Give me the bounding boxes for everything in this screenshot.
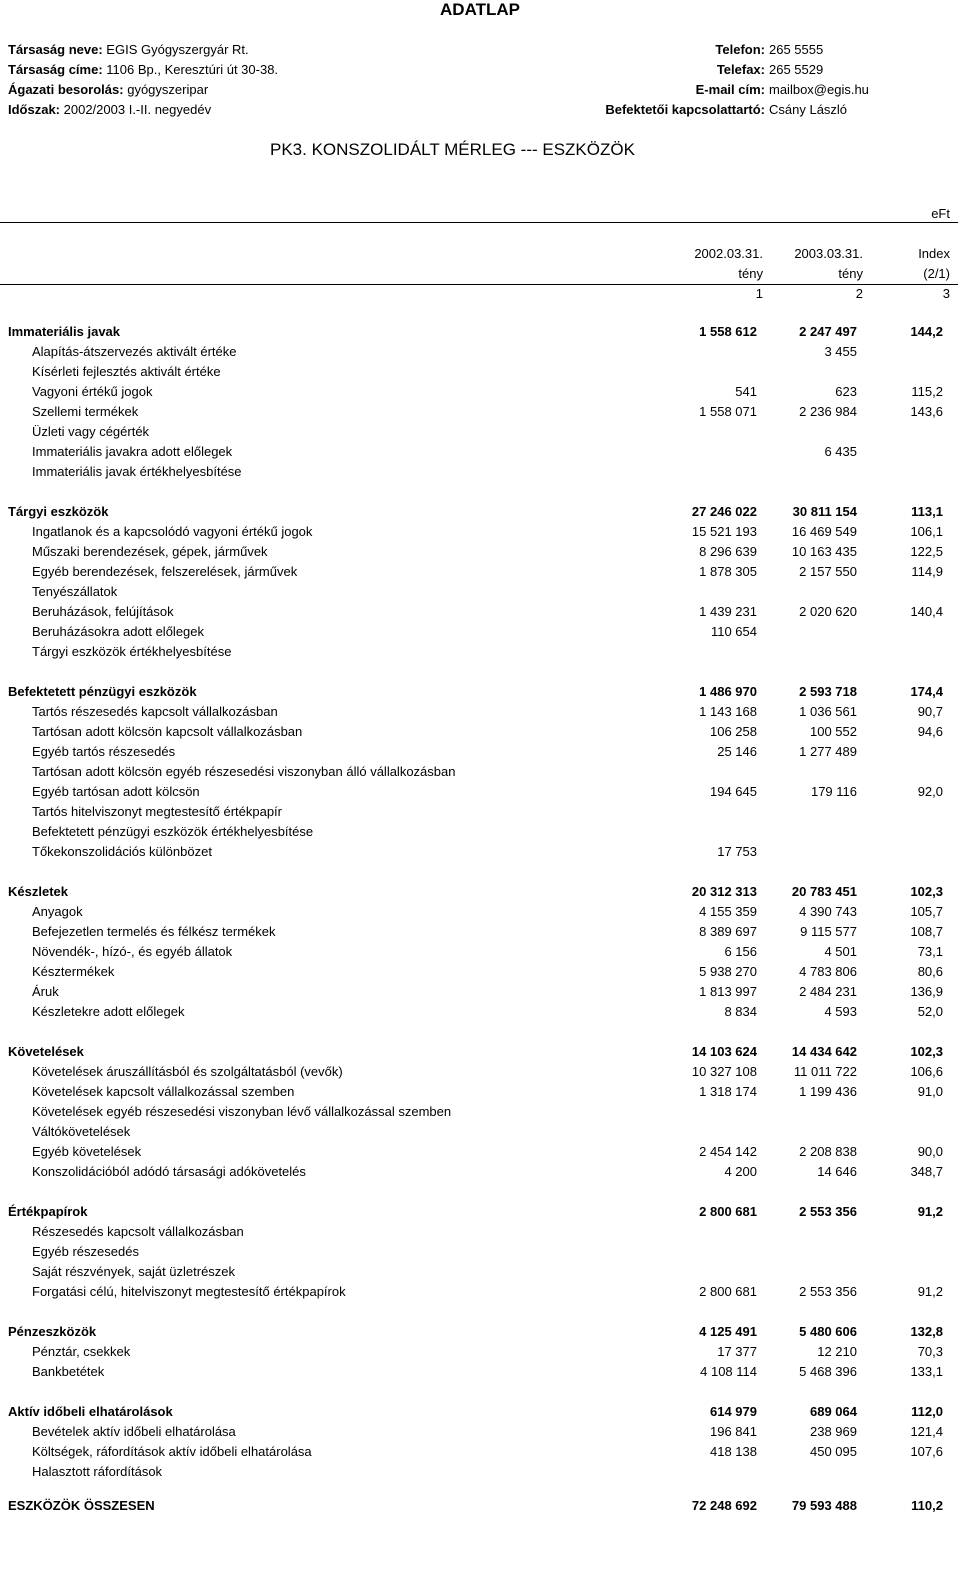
section-row [0,1322,958,1342]
value-2003: 11 011 722 [793,1064,857,1079]
value-2003: 5 480 606 [799,1324,857,1339]
item-row [0,1082,958,1102]
col1-number: 1 [755,286,763,301]
fax-line [560,60,869,80]
index-value: 94,6 [917,724,943,739]
col2-number: 2 [855,286,863,301]
index-value: 143,6 [910,404,943,419]
item-row [0,382,958,402]
value-2002: 4 200 [724,1164,757,1179]
index-value: 106,1 [910,524,943,539]
company-name-line [8,40,278,60]
company-info [8,40,278,120]
index-value: 107,6 [910,1444,943,1459]
index-value: 106,6 [910,1064,943,1079]
row-label: Műszaki berendezések, gépek, járművek [32,544,268,559]
item-row [0,782,958,802]
value-2003: 1 199 436 [799,1084,857,1099]
section-row [0,1202,958,1222]
row-label: Alapítás-átszervezés aktivált értéke [32,344,237,359]
value-2003: 689 064 [810,1404,857,1419]
value-2002: 196 841 [710,1424,757,1439]
value-2003: 179 116 [810,784,857,799]
value-2002: 110 654 [710,624,757,639]
index-value: 136,9 [910,984,943,999]
value-2002: 6 156 [724,944,757,959]
index-value: 73,1 [917,944,943,959]
value-2002: 27 246 022 [691,504,757,519]
item-row [0,742,958,762]
value-2002: 194 645 [710,784,757,799]
value-2003: 2 593 718 [799,684,857,699]
value-2003: 16 469 549 [791,524,857,539]
value-2002: 2 800 681 [699,1204,757,1219]
item-row [0,582,958,602]
row-label: Tartós hitelviszonyt megtestesítő értékpapír [32,804,283,819]
index-value: 90,0 [917,1144,943,1159]
item-row [0,1222,958,1242]
column-numbers-row [0,284,958,304]
section-row [0,502,958,522]
row-label: Tenyészállatok [32,584,118,599]
fax-label: Telefax: [716,62,765,77]
company-sector: gyógyszeripar [127,82,209,97]
value-2002: 106 258 [710,724,757,739]
value-2003: 3 455 [824,344,857,359]
value-2002: 1 878 305 [699,564,757,579]
item-row [0,1102,958,1122]
row-label: Növendék-, hízó-, és egyéb állatok [32,944,233,959]
value-2002: 8 389 697 [699,924,757,939]
item-row [0,1422,958,1442]
period-line [8,100,278,120]
item-row [0,1462,958,1482]
email-line [560,80,869,100]
value-2003: 20 783 451 [791,884,857,899]
section-row [0,1402,958,1422]
value-2003: 5 468 396 [799,1364,857,1379]
index-value: 105,7 [910,904,943,919]
value-2003: 30 811 154 [792,504,857,519]
index-value: 102,3 [910,884,943,899]
phone-label: Telefon: [715,42,765,57]
row-label: Bankbetétek [32,1364,105,1379]
row-label: Szellemi termékek [32,404,139,419]
column-dates-row [0,244,958,264]
row-label: Forgatási célú, hitelviszonyt megtestesítő értékpapírok [32,1284,346,1299]
row-label: Váltókövetelések [32,1124,131,1139]
divider-top [0,222,958,223]
email-value: mailbox@egis.hu [769,82,869,97]
company-address-label: Társaság címe: [8,62,103,77]
value-2003: 100 552 [810,724,857,739]
period-label: Időszak: [8,102,61,117]
phone-value: 265 5555 [769,42,824,57]
value-2003: 6 435 [824,444,857,459]
item-row [0,542,958,562]
row-label: Késztermékek [32,964,115,979]
row-label: Befektetett pénzügyi eszközök értékhelyesbítése [32,824,314,839]
item-row [0,922,958,942]
value-2002: 1 486 970 [699,684,757,699]
item-row [0,1122,958,1142]
item-row [0,982,958,1002]
row-label: Egyéb részesedés [32,1244,139,1259]
item-row [0,902,958,922]
value-2002: 4 155 359 [699,904,757,919]
value-2002: 15 521 193 [691,524,757,539]
balance-table [0,322,958,1502]
item-row [0,622,958,642]
total-value-2002: 72 248 692 [691,1498,757,1513]
row-label: Pénzeszközök [8,1324,97,1339]
index-value: 92,0 [917,784,943,799]
value-2003: 4 390 743 [799,904,857,919]
value-2002: 14 103 624 [691,1044,757,1059]
item-row [0,802,958,822]
col1-type: tény [738,266,763,281]
section-spacer [0,862,958,882]
index-value: 115,2 [911,384,943,399]
item-row [0,462,958,482]
section-spacer [0,1182,958,1202]
index-value: 348,7 [910,1164,943,1179]
row-label: Áruk [32,984,59,999]
item-row [0,602,958,622]
value-2002: 1 813 997 [699,984,757,999]
index-value: 113,1 [911,504,943,519]
item-row [0,522,958,542]
row-label: Vagyoni értékű jogok [32,384,153,399]
item-row [0,1062,958,1082]
company-sector-line [8,80,278,100]
row-label: Értékpapírok [8,1204,88,1219]
item-row [0,422,958,442]
fax-value: 265 5529 [769,62,824,77]
value-2003: 2 157 550 [799,564,857,579]
index-value: 91,2 [917,1284,943,1299]
col3-type: (2/1) [923,266,950,281]
section-spacer [0,1382,958,1402]
row-label: Beruházásokra adott előlegek [32,624,205,639]
item-row [0,1002,958,1022]
value-2002: 2 454 142 [699,1144,757,1159]
value-2003: 2 553 356 [799,1284,857,1299]
item-row [0,342,958,362]
index-value: 70,3 [917,1344,943,1359]
row-label: Tartós részesedés kapcsolt vállalkozásban [32,704,278,719]
item-row [0,962,958,982]
row-label: Követelések áruszállításból és szolgáltatásból (vevők) [32,1064,343,1079]
value-2002: 1 558 612 [699,324,757,339]
row-label: Egyéb tartós részesedés [32,744,176,759]
row-label: Követelések kapcsolt vállalkozással szemben [32,1084,295,1099]
value-2003: 2 236 984 [799,404,857,419]
row-label: Egyéb tartósan adott kölcsön [32,784,200,799]
row-label: Immateriális javak [8,324,121,339]
index-value: 121,4 [910,1424,943,1439]
value-2003: 2 484 231 [799,984,857,999]
row-label: Egyéb követelések [32,1144,142,1159]
index-value: 114,9 [911,564,943,579]
section-spacer [0,1022,958,1042]
index-value: 174,4 [910,684,943,699]
value-2002: 8 296 639 [699,544,757,559]
row-label: Készletekre adott előlegek [32,1004,185,1019]
email-label: E-mail cím: [695,82,765,97]
item-row [0,1262,958,1282]
section-row [0,882,958,902]
row-label: Saját részvények, saját üzletrészek [32,1264,236,1279]
phone-line [560,40,869,60]
row-label: Kísérleti fejlesztés aktivált értéke [32,364,221,379]
row-label: Immateriális javakra adott előlegek [32,444,233,459]
total-index: 110,2 [911,1498,943,1513]
col3-number: 3 [942,286,950,301]
col2-date: 2003.03.31. [794,246,863,261]
value-2003: 4 501 [824,944,857,959]
value-2003: 1 277 489 [799,744,857,759]
item-row [0,722,958,742]
value-2003: 4 783 806 [799,964,857,979]
report-subtitle: PK3. KONSZOLIDÁLT MÉRLEG --- ESZKÖZÖK [270,140,635,159]
value-2002: 541 [735,384,757,399]
row-label: Tartósan adott kölcsön egyéb részesedési viszonyban álló vállalkozásban [32,764,456,779]
value-2003: 1 036 561 [799,704,857,719]
item-row [0,762,958,782]
col1-date: 2002.03.31. [694,246,763,261]
row-label: Tartósan adott kölcsön kapcsolt vállalkozásban [32,724,303,739]
item-row [0,562,958,582]
value-2003: 14 646 [817,1164,857,1179]
item-row [0,1142,958,1162]
item-row [0,942,958,962]
value-2002: 17 377 [717,1344,757,1359]
item-row [0,442,958,462]
contact-info [560,40,869,120]
row-label: Tárgyi eszközök értékhelyesbítése [32,644,232,659]
row-label: Követelések egyéb részesedési viszonyban lévő vállalkozással szemben [32,1104,452,1119]
row-label: Részesedés kapcsolt vállalkozásban [32,1224,244,1239]
index-value: 102,3 [910,1044,943,1059]
section-spacer [0,662,958,682]
ir-contact-line [560,100,869,120]
row-label: Beruházások, felújítások [32,604,174,619]
value-2002: 418 138 [710,1444,757,1459]
period-value: 2002/2003 I.-II. negyedév [63,102,212,117]
value-2002: 1 558 071 [699,404,757,419]
row-label: Anyagok [32,904,83,919]
value-2003: 2 208 838 [799,1144,857,1159]
value-2002: 20 312 313 [691,884,757,899]
row-label: Készletek [8,884,68,899]
row-label: Költségek, ráfordítások aktív időbeli elhatárolása [32,1444,312,1459]
value-2003: 2 020 620 [799,604,857,619]
company-name-label: Társaság neve: [8,42,103,57]
total-row [0,1496,958,1516]
value-2003: 9 115 577 [800,924,857,939]
index-value: 80,6 [917,964,943,979]
index-value: 144,2 [910,324,943,339]
col3-title: Index [918,246,950,261]
value-2003: 450 095 [810,1444,857,1459]
row-label: Immateriális javak értékhelyesbítése [32,464,242,479]
row-label: Bevételek aktív időbeli elhatárolása [32,1424,236,1439]
section-row [0,1042,958,1062]
value-2003: 12 210 [817,1344,857,1359]
row-label: Halasztott ráfordítások [32,1464,163,1479]
index-value: 90,7 [917,704,943,719]
section-row [0,322,958,342]
column-types-row [0,264,958,284]
item-row [0,1242,958,1262]
value-2002: 2 800 681 [699,1284,757,1299]
index-value: 52,0 [917,1004,943,1019]
row-label: Tőkekonszolidációs különbözet [32,844,212,859]
ir-contact-label: Befektetői kapcsolattartó: [605,102,765,117]
item-row [0,1282,958,1302]
item-row [0,822,958,842]
index-value: 112,0 [911,1404,943,1419]
item-row [0,1342,958,1362]
row-label: Aktív időbeli elhatárolások [8,1404,173,1419]
value-2003: 4 593 [824,1004,857,1019]
value-2003: 14 434 642 [791,1044,857,1059]
index-value: 132,8 [910,1324,943,1339]
value-2002: 17 753 [717,844,757,859]
row-label: Ingatlanok és a kapcsolódó vagyoni értékű jogok [32,524,313,539]
section-spacer [0,1302,958,1322]
company-name: EGIS Gyógyszergyár Rt. [106,42,249,57]
value-2002: 4 125 491 [699,1324,757,1339]
value-2003: 238 969 [810,1424,857,1439]
total-label: ESZKÖZÖK ÖSSZESEN [8,1498,155,1513]
item-row [0,1442,958,1462]
index-value: 133,1 [910,1364,943,1379]
value-2003: 623 [835,384,857,399]
value-2002: 1 439 231 [699,604,757,619]
item-row [0,842,958,862]
row-label: Pénztár, csekkek [32,1344,131,1359]
row-label: Konszolidációból adódó társasági adókövetelés [32,1164,306,1179]
company-address: 1106 Bp., Keresztúri út 30-38. [106,62,279,77]
ir-contact-value: Csány László [769,102,848,117]
item-row [0,702,958,722]
unit-label: eFt [931,206,950,221]
value-2003: 2 553 356 [799,1204,857,1219]
row-label: Egyéb berendezések, felszerelések, járművek [32,564,298,579]
item-row [0,402,958,422]
row-label: Üzleti vagy cégérték [32,424,150,439]
item-row [0,362,958,382]
value-2002: 614 979 [710,1404,757,1419]
item-row [0,642,958,662]
row-label: Befejezetlen termelés és félkész termékek [32,924,276,939]
index-value: 122,5 [910,544,943,559]
value-2003: 10 163 435 [791,544,857,559]
page-title: ADATLAP [440,0,520,19]
value-2002: 1 318 174 [699,1084,757,1099]
company-address-line [8,60,278,80]
row-label: Követelések [8,1044,84,1059]
item-row [0,1162,958,1182]
index-value: 108,7 [910,924,943,939]
index-value: 91,0 [917,1084,943,1099]
value-2002: 5 938 270 [699,964,757,979]
company-sector-label: Ágazati besorolás: [8,82,124,97]
value-2003: 2 247 497 [799,324,857,339]
value-2002: 10 327 108 [691,1064,757,1079]
row-label: Befektetett pénzügyi eszközök [8,684,197,699]
index-value: 140,4 [910,604,943,619]
row-label: Tárgyi eszközök [8,504,109,519]
col2-type: tény [838,266,863,281]
value-2002: 8 834 [724,1004,757,1019]
value-2002: 25 146 [717,744,757,759]
section-spacer [0,482,958,502]
item-row [0,1362,958,1382]
value-2002: 1 143 168 [699,704,757,719]
section-row [0,682,958,702]
value-2002: 4 108 114 [700,1364,757,1379]
index-value: 91,2 [917,1204,943,1219]
total-value-2003: 79 593 488 [791,1498,857,1513]
